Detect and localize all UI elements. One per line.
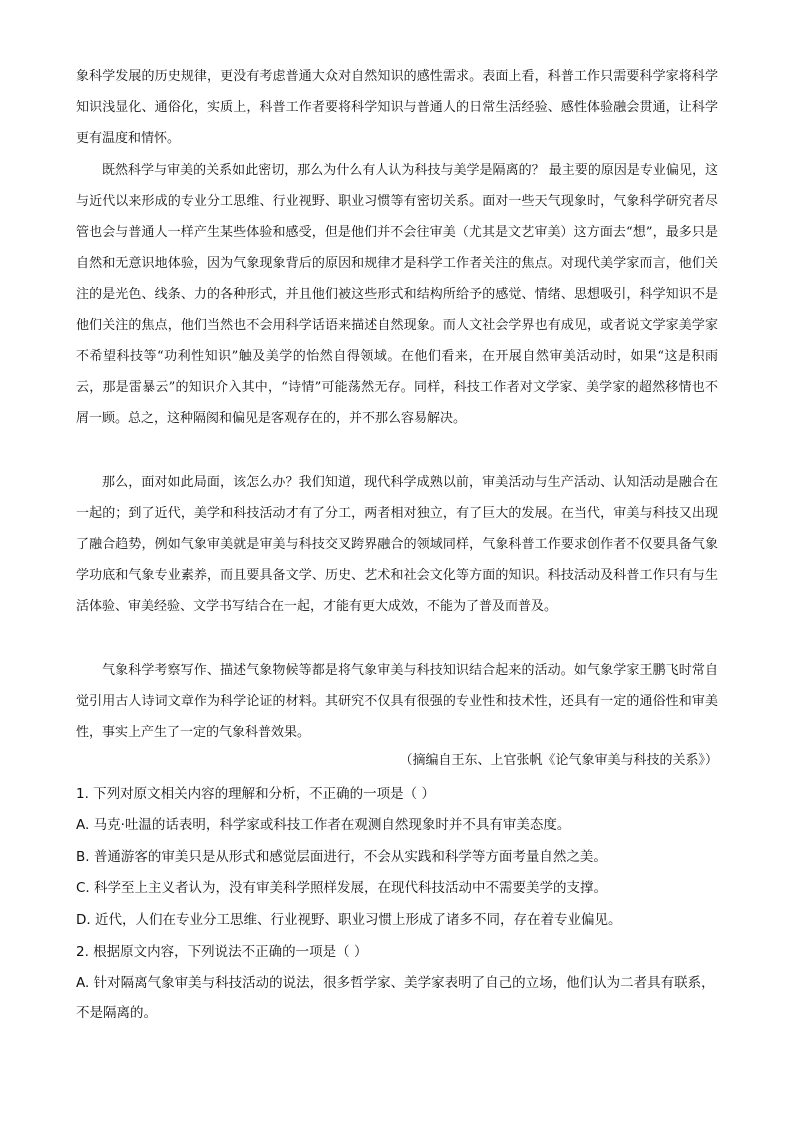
question-2-option-a: A. 针对隔离气象审美与科技活动的说法，很多哲学家、美学家表明了自己的立场，他们认为二者具有联系，不是隔离的。 bbox=[76, 975, 715, 1021]
question-1-option-c: C. 科学至上主义者认为，没有审美科学照样发展，在现代科技活动中不需要美学的支撑。 bbox=[76, 880, 608, 896]
question-1-option-b: B. 普通游客的审美只是从形式和感觉层面进行，不会从实践和科学等方面考量自然之美。 bbox=[76, 849, 607, 865]
question-1-option-d: D. 近代，人们在专业分工思维、行业视野、职业习惯上形成了诸多不同，存在着专业偏见。 bbox=[76, 912, 622, 928]
question-2-stem: 2. 根据原文内容，下列说法不正确的一项是（ ） bbox=[76, 944, 368, 960]
paragraph-3: 那么，面对如此局面，该怎么办？我们知道，现代科学成熟以前，审美活动与生产活动、认知活动是融合在一起的；到了近代，美学和科技活动才有了分工，两者相对独立，有了巨大的发展。在当代，审美与科技又出现了融合趋势，例如气象审美就是审美与科技交叉跨界融合的领域同样，气象科普工作要求创作者不仅要具备气象学功底和气象专业素养，而且要具备文学、历史、艺术和社会文化等方面的知识。科技活动及科普工作只有与生活体验、审美经验、文学书写结合在一起，才能有更大成效，不能为了普及而普及。 bbox=[76, 475, 718, 614]
paragraph-4: 气象科学考察写作、描述气象物候等都是将气象审美与科技知识结合起来的活动。如气象学家王鹏飞时常自觉引用古人诗词文章作为科学论证的材料。其研究不仅具有很强的专业性和技术性，还具有一定的通俗性和审美性，事实上产生了一定的气象科普效果。 bbox=[76, 663, 718, 740]
question-1-option-a: A. 马克·吐温的话表明，科学家或科技工作者在观测自然现象时并不具有审美态度。 bbox=[76, 817, 571, 833]
question-1-stem: 1. 下列对原文相关内容的理解和分析，不正确的一项是（ ） bbox=[76, 786, 435, 802]
source-attribution: （摘编自王东、上官张帆《论气象审美与科技的关系》） bbox=[399, 753, 718, 768]
paragraph-2: 既然科学与审美的关系如此密切，那么为什么有人认为科技与美学是隔离的？ 最主要的原因是专业偏见，这与近代以来形成的专业分工思维、行业视野、职业习惯等有密切关系。面对一些天气现象时，气象科学研究者尽管也会与普通人一样产生某些体验和感受，但是他们并不会往审美（尤其是文艺审美）这方面去“想”，最多只是自然和无意识地体验，因为气象现象背后的原因和规律才是科学工作者关注的焦点。对现代美学家而言，他们关注的是光色、线条、力的各种形式，并且他们被这些形式和结构所给予的感觉、情绪、思想吸引，科学知识不是他们关注的焦点，他们当然也不会用科学话语来描述自然现象。而人文社会学界也有成见，或者说文学家美学家不希望科技等“功利性知识”触及美学的怡然自得领域。在他们看来，在开展自然审美活动时，如果“这是积雨云，那是雷暴云”的知识介入其中，“诗情”可能荡然无存。同样，科技工作者对文学家、美学家的超然移情也不屑一顾。总之，这种隔阂和偏见是客观存在的，并不那么容易解决。 bbox=[76, 163, 718, 426]
paragraph-1: 象科学发展的历史规律，更没有考虑普通大众对自然知识的感性需求。表面上看，科普工作只需要科学家将科学知识浅显化、通俗化，实质上，科普工作者要将科学知识与普通人的日常生活经验、感性体验融会贯通，让科学更有温度和情怀。 bbox=[76, 69, 718, 146]
